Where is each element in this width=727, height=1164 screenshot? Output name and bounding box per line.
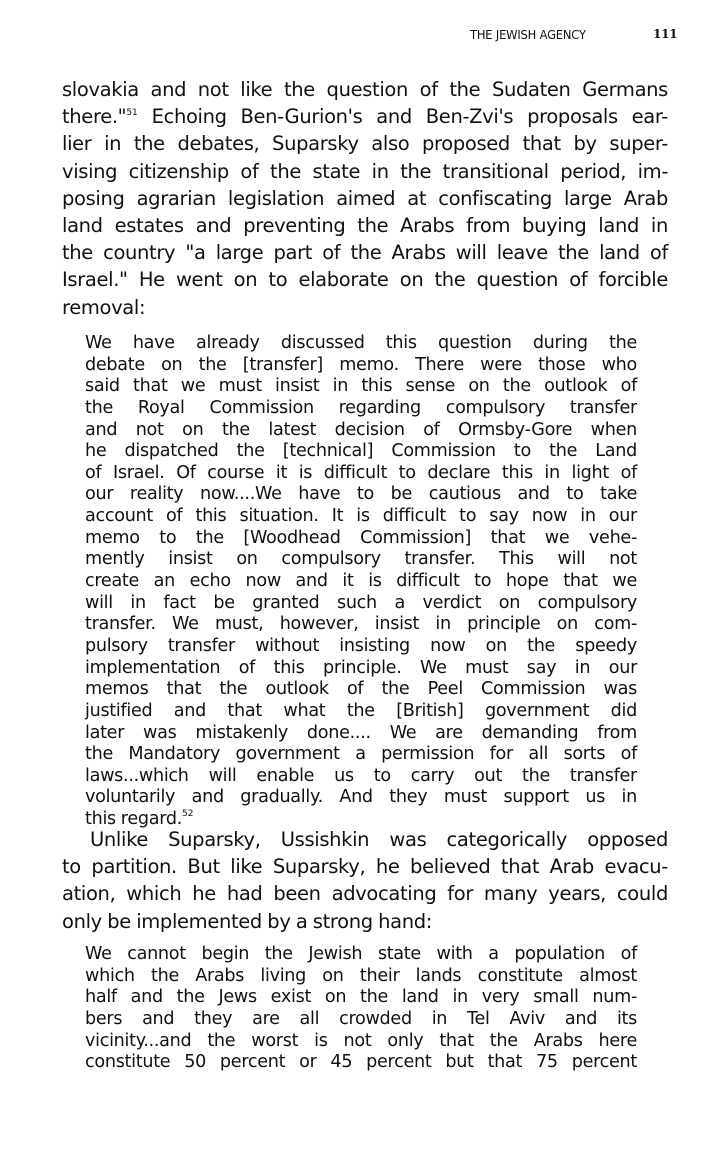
quote-line: half and the Jews exist on the land in very small num-: [85, 987, 637, 1008]
quote-line: create an echo now and it is difficult to hope that we: [85, 571, 637, 592]
quote-line: laws...which will enable us to carry out the transfer: [85, 765, 637, 786]
text-line: vising citizenship of the state in the transitional period, im-: [62, 159, 668, 183]
quote-line: the Mandatory government a permission for all sorts of: [85, 744, 637, 765]
quote-line: memo to the [Woodhead Commission] that we vehe-: [85, 527, 637, 548]
text-span: there.": [62, 105, 127, 129]
text-line: slovakia and not like the question of the Sudaten Germans: [62, 78, 668, 101]
text-span: Echoing Ben-Gurion's and Ben-Zvi's proposals ear-: [151, 105, 668, 129]
footnote-ref-52[interactable]: 52: [182, 809, 194, 820]
quote-line: later was mistakenly done.... We are demanding from: [85, 722, 637, 743]
quote-line: transfer. We must, however, insist in principle on com-: [85, 614, 637, 635]
quote-line: he dispatched the [technical] Commission to the Land: [85, 441, 637, 462]
quote-line: justified and that what the [British] government did: [85, 700, 637, 721]
text-line: [62, 103, 668, 130]
block-quote-2: [85, 944, 637, 1074]
quote-line: the Royal Commission regarding compulsory transfer: [85, 397, 637, 418]
quote-line: memos that the outlook of the Peel Commission was: [85, 679, 637, 700]
text-line: land estates and preventing the Arabs from buying land in: [62, 213, 668, 237]
quote-line: of Israel. Of course it is difficult to declare this in light of: [85, 462, 637, 483]
quote-line: We cannot begin the Jewish state with a population of: [85, 944, 637, 964]
text-line: only be implemented by a strong hand:: [62, 909, 432, 933]
text-span: this regard.: [85, 809, 183, 830]
quote-line: implementation of this principle. We must say in our: [85, 657, 637, 678]
quote-line: account of this situation. It is difficult to say now in our: [85, 506, 637, 527]
quote-line: vicinity...and the worst is not only that the Arabs here: [85, 1030, 637, 1051]
block-quote-1: [85, 333, 637, 831]
quote-line: which the Arabs living on their lands constitute almost: [85, 965, 637, 986]
quote-line: bers and they are all crowded in Tel Aviv and its: [85, 1008, 637, 1029]
text-line: to partition. But like Suparsky, he believed that Arab evacu-: [62, 855, 668, 879]
text-line: posing agrarian legislation aimed at confiscating large Arab: [62, 186, 668, 210]
running-head-title: THE JEWISH AGENCY: [470, 27, 586, 42]
running-head: [470, 27, 678, 42]
footnote-ref-51[interactable]: 51: [126, 108, 138, 119]
quote-line: constitute 50 percent or 45 percent but that 75 percent: [85, 1052, 637, 1073]
text-line: Israel." He went on to elaborate on the question of forcible: [62, 268, 668, 292]
page-number: 111: [653, 27, 678, 41]
quote-line: will in fact be granted such a verdict on compulsory: [85, 592, 637, 613]
text-line: the country "a large part of the Arabs will leave the land of: [62, 241, 668, 265]
quote-line: debate on the [transfer] memo. There were those who: [85, 354, 637, 375]
quote-line: pulsory transfer without insisting now on the speedy: [85, 635, 637, 656]
text-line: Unlike Suparsky, Ussishkin was categorically opposed: [90, 828, 668, 851]
text-line: ation, which he had been advocating for many years, could: [62, 882, 668, 906]
quote-line: voluntarily and gradually. And they must support us in: [85, 787, 637, 808]
text-line: lier in the debates, Suparsky also proposed that by super-: [62, 132, 668, 156]
quote-line: said that we must insist in this sense on the outlook of: [85, 376, 637, 397]
quote-line: mently insist on compulsory transfer. This will not: [85, 549, 637, 570]
paragraph-1: [62, 76, 668, 321]
quote-line: We have already discussed this question during the: [85, 333, 637, 353]
quote-line: and not on the latest decision of Ormsby-Gore when: [85, 419, 637, 440]
text-line: removal:: [62, 295, 146, 319]
quote-line: our reality now....We have to be cautious and to take: [85, 484, 637, 505]
paragraph-2: [62, 826, 668, 935]
